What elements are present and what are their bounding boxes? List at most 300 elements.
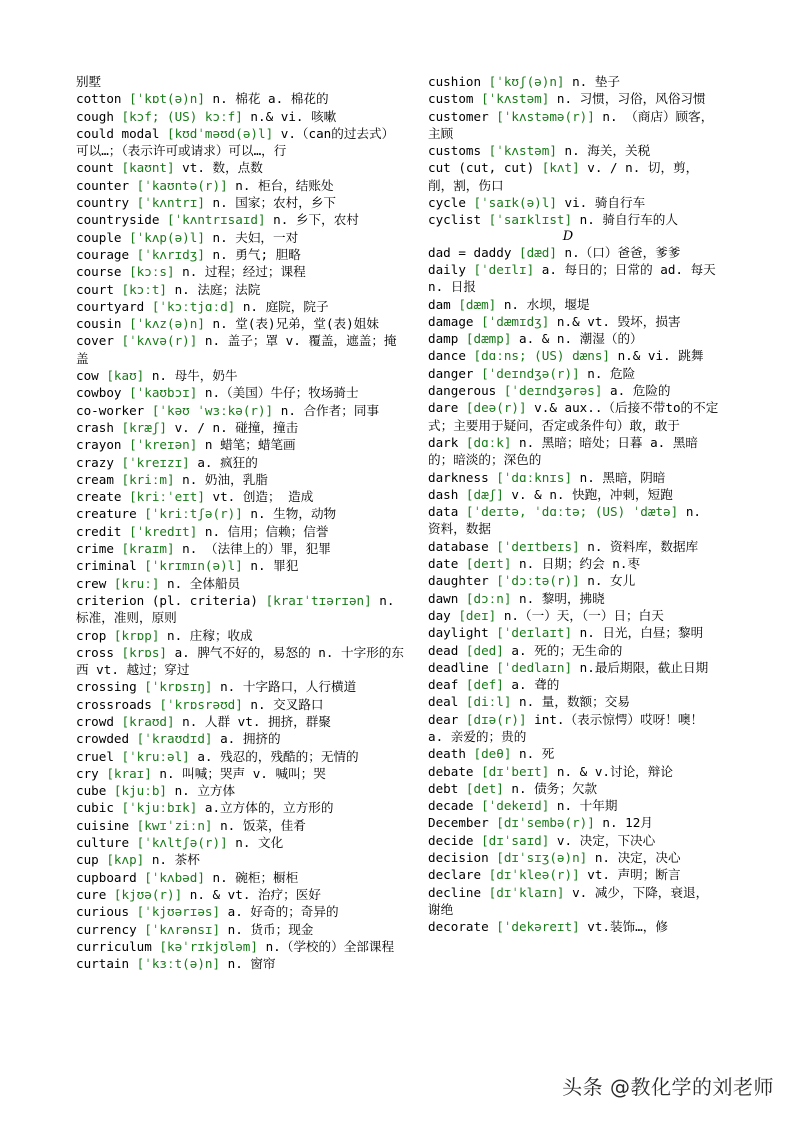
entry-word: damage xyxy=(428,313,482,329)
entry-definition: vt.装饰…，修 xyxy=(579,919,668,935)
vocab-entry xyxy=(428,538,720,555)
vocab-entry xyxy=(76,402,406,419)
entry-definition: n. 碗柜；橱柜 xyxy=(204,869,299,885)
vocab-entry xyxy=(428,365,720,382)
vocab-entry xyxy=(428,884,720,919)
vocab-entry xyxy=(76,471,406,488)
entry-definition: v.& aux..（后接不带to的不定式；主要用于疑问，否定或条件句）敢，敢于 xyxy=(428,400,719,433)
entry-word: cube xyxy=(76,783,114,799)
vocab-entry xyxy=(428,780,720,797)
vocab-entry xyxy=(76,505,406,522)
entry-definition: n.（学校的）全部课程 xyxy=(257,938,395,954)
entry-phonetic: [ˈkredɪt] xyxy=(129,523,198,539)
entry-phonetic: [deə(r)] xyxy=(465,400,527,416)
vocab-entry xyxy=(428,676,720,693)
entry-phonetic: [ˈdedlaɪn] xyxy=(496,659,573,675)
entry-phonetic: [kɔːs] xyxy=(129,264,175,280)
entry-word: customs xyxy=(428,143,489,159)
entry-phonetic: [deɪt] xyxy=(465,556,512,572)
vocab-entry xyxy=(428,108,720,143)
entry-word: dam xyxy=(428,296,459,312)
entry-word: dawn xyxy=(428,590,466,606)
vocab-entry xyxy=(428,469,720,486)
entry-phonetic: [ˈkjuːbɪk] xyxy=(121,800,198,816)
vocab-entry xyxy=(76,488,406,505)
vocab-entry xyxy=(428,296,720,313)
vocab-entry xyxy=(428,503,720,538)
entry-phonetic: [ˈkɜːt(ə)n] xyxy=(136,956,221,972)
entry-phonetic: [ˈdæmɪdʒ] xyxy=(481,313,550,329)
entry-definition: vt. 声明；断言 xyxy=(579,867,681,883)
entry-definition: n. 国家；农村，乡下 xyxy=(204,195,337,211)
vocab-entry xyxy=(76,644,406,679)
entry-word: curtain xyxy=(76,956,137,972)
entry-word: dead xyxy=(428,642,466,658)
entry-word: counter xyxy=(76,177,137,193)
entry-definition: n. 立方体 xyxy=(167,783,236,799)
entry-word: culture xyxy=(76,835,137,851)
entry-phonetic: [ˈkruːəl] xyxy=(121,748,190,764)
vocab-entry xyxy=(76,592,406,627)
entry-phonetic: [ˈkrɒsɪŋ] xyxy=(144,679,213,695)
entry-definition: v. 减少，下降，衰退，谢绝 xyxy=(428,884,709,917)
entry-definition: n. 标准，准则，原则 xyxy=(76,592,395,626)
entry-phonetic: [kjuːb] xyxy=(113,783,167,799)
entry-word: count xyxy=(76,160,122,176)
entry-word: crash xyxy=(76,419,122,435)
entry-definition: n.& vt. 毁坏，损害 xyxy=(549,313,681,329)
entry-definition: n. 勇气; 胆略 xyxy=(204,246,301,262)
entry-word: 别墅 xyxy=(76,74,102,89)
vocab-entry xyxy=(428,382,720,399)
entry-phonetic: [ˈkəʊ ˈwɜːkə(r)] xyxy=(151,402,274,418)
entry-phonetic: [ˈkʌstəm] xyxy=(481,91,550,107)
entry-word: crowded xyxy=(76,731,137,747)
left-column xyxy=(76,73,406,972)
entry-phonetic: [kruː] xyxy=(113,575,160,591)
entry-phonetic: [ˈkrɪmɪn(ə)l] xyxy=(144,558,243,574)
vocab-entry xyxy=(76,108,406,125)
entry-definition: n.& vi. 跳舞 xyxy=(609,348,704,364)
entry-phonetic: [det] xyxy=(465,780,504,796)
entry-phonetic: [krɒp] xyxy=(113,627,160,643)
entry-word: cupboard xyxy=(76,869,145,885)
entry-word: credit xyxy=(76,523,130,539)
entry-phonetic: [ˈkʌvə(r)] xyxy=(121,333,198,349)
entry-phonetic: [kraɪ] xyxy=(106,765,152,781)
entry-definition: a. 危险的 xyxy=(602,383,671,399)
entry-word: countryside xyxy=(76,212,167,228)
entry-phonetic: [ˈdeɪndʒə(r)] xyxy=(481,365,580,381)
entry-word: cream xyxy=(76,471,122,487)
entry-definition: n. 日期；约会 n.枣 xyxy=(511,556,641,572)
entry-word: course xyxy=(76,264,130,280)
entry-definition: n. 垫子 xyxy=(564,74,621,89)
entry-word: cup xyxy=(76,852,107,868)
entry-word: dark xyxy=(428,434,466,450)
entry-definition: n. 决定，决心 xyxy=(587,850,681,866)
vocab-entry xyxy=(76,419,406,436)
entry-phonetic: [dɪˈklaɪn] xyxy=(488,884,565,900)
vocab-entry xyxy=(428,73,720,90)
entry-definition: v. / n. 切，剪，削，割，伤口 xyxy=(428,160,699,193)
entry-word: crayon xyxy=(76,437,130,453)
entry-phonetic: [dæm] xyxy=(458,296,497,312)
entry-word: cousin xyxy=(76,316,130,332)
entry-word: crew xyxy=(76,575,114,591)
entry-definition: n. 骑自行车的人 xyxy=(572,212,678,228)
vocab-entry xyxy=(428,918,720,935)
entry-definition: a. & n. 潮湿（的） xyxy=(511,331,643,347)
entry-word: co-worker xyxy=(76,402,152,418)
entry-word: create xyxy=(76,489,130,505)
entry-phonetic: [ded] xyxy=(465,642,504,658)
entry-phonetic: [dɑːns; (US) dæns] xyxy=(473,348,610,364)
vocab-entry xyxy=(76,367,406,384)
entry-definition: n. 茶杯 xyxy=(144,852,200,868)
entry-phonetic: [kriːm] xyxy=(121,471,175,487)
vocab-entry xyxy=(76,384,406,401)
entry-definition: n. 法庭；法院 xyxy=(167,281,261,297)
entry-definition: n. 窗帘 xyxy=(220,956,276,972)
entry-definition: v. 决定，下决心 xyxy=(549,832,656,848)
entry-phonetic: [kaʊ] xyxy=(106,368,145,384)
vocab-entry xyxy=(76,886,406,903)
entry-phonetic: [ˈkrɒsrəʊd] xyxy=(159,696,243,712)
vocab-entry xyxy=(428,642,720,659)
entry-definition: vt. 数，点数 xyxy=(174,160,263,176)
entry-word: country xyxy=(76,195,137,211)
entry-definition: a. 脾气不好的，易怒的 n. 十字形的东西 vt. 越过；穿过 xyxy=(76,644,404,678)
entry-definition: n.& vi. 咳嗽 xyxy=(242,108,337,124)
entry-definition: a.立方体的，立方形的 xyxy=(197,800,334,816)
entry-word: dance xyxy=(428,348,474,364)
entry-word: debate xyxy=(428,763,482,779)
vocab-entry xyxy=(428,555,720,572)
entry-phonetic: [ˈkriːtʃə(r)] xyxy=(144,506,243,522)
vocab-entry xyxy=(76,678,406,695)
vocab-entry xyxy=(428,624,720,641)
vocab-entry xyxy=(76,696,406,713)
entry-phonetic: [dɪˈbeɪt] xyxy=(481,763,550,779)
vocab-entry xyxy=(76,194,406,211)
vocab-entry xyxy=(76,436,406,453)
vocab-entry xyxy=(428,832,720,849)
vocab-entry xyxy=(76,229,406,246)
entry-phonetic: [dɪˈsaɪd] xyxy=(481,832,550,848)
entry-phonetic: [krɒs] xyxy=(121,644,167,660)
vocab-entry xyxy=(428,693,720,710)
entry-phonetic: [ˈdekeɪd] xyxy=(481,798,550,814)
entry-definition: n. 生物，动物 xyxy=(242,506,337,522)
vocab-entry xyxy=(428,347,720,364)
entry-definition: a. 疯狂的 xyxy=(189,454,258,470)
entry-word: data xyxy=(428,504,466,520)
entry-phonetic: [ˈkʌstəm] xyxy=(488,143,557,159)
entry-word: criterion (pl. criteria) xyxy=(76,592,266,608)
entry-phonetic: [kraɪˈtɪərɪən] xyxy=(265,592,372,608)
entry-phonetic: [kʊdˈməʊd(ə)l] xyxy=(167,125,274,141)
entry-definition: n. 危险 xyxy=(579,365,636,381)
entry-definition: n. （商店）顾客，主顾 xyxy=(428,108,714,141)
watermark-text: 头条 @教化学的刘老师 xyxy=(562,1075,774,1099)
entry-word: cotton xyxy=(76,91,130,107)
entry-phonetic: [ˈkɔːtjɑːd] xyxy=(151,298,236,314)
entry-phonetic: [ˈdeɪtbeɪs] xyxy=(496,538,580,554)
entry-definition: n.最后期限，截止日期 xyxy=(572,659,709,675)
entry-word: curious xyxy=(76,904,137,920)
entry-word: cubic xyxy=(76,800,122,816)
entry-phonetic: [deθ] xyxy=(473,746,512,762)
vocab-entry xyxy=(76,177,406,194)
entry-definition: n. 信用；信赖；信誉 xyxy=(197,523,329,539)
vocab-entry xyxy=(428,159,720,194)
entry-phonetic: [kaʊnt] xyxy=(121,160,175,176)
entry-phonetic: [ˈdeɪtə, ˈdɑːtə; (US) ˈdætə] xyxy=(465,504,679,520)
entry-word: declare xyxy=(428,867,489,883)
right-column xyxy=(428,73,720,936)
entry-phonetic: [kəˈrɪkjʊləm] xyxy=(159,938,258,954)
entry-word: daughter xyxy=(428,573,497,589)
entry-definition: n. 罪犯 xyxy=(242,558,299,574)
vocab-entry xyxy=(76,298,406,315)
entry-definition: a. 每日的；日常的 ad. 每天 n. 日报 xyxy=(428,261,716,295)
entry-word: dad = daddy xyxy=(428,244,519,260)
vocab-entry xyxy=(76,281,406,298)
entry-word: crossroads xyxy=(76,696,160,712)
entry-word: custom xyxy=(428,91,482,107)
entry-phonetic: [kwɪˈziːn] xyxy=(136,817,213,833)
vocab-entry xyxy=(76,903,406,920)
vocab-entry xyxy=(428,313,720,330)
entry-word: daylight xyxy=(428,625,497,641)
vocab-entry xyxy=(428,607,720,624)
entry-definition: n. 水坝，堰堤 xyxy=(496,296,590,312)
entry-phonetic: [ˈdeɪlɪ] xyxy=(473,261,535,277)
entry-word: crop xyxy=(76,627,114,643)
vocab-entry xyxy=(428,211,720,228)
entry-word: crossing xyxy=(76,679,145,695)
vocab-entry xyxy=(428,330,720,347)
entry-word: decide xyxy=(428,832,482,848)
vocab-entry xyxy=(76,246,406,263)
vocab-entry xyxy=(76,851,406,868)
entry-phonetic: [deɪ] xyxy=(458,607,497,623)
vocab-entry xyxy=(76,523,406,540)
vocab-entry xyxy=(76,782,406,799)
entry-definition: n. 日光，白昼；黎明 xyxy=(572,625,704,641)
vocab-entry xyxy=(428,142,720,159)
vocab-entry xyxy=(76,938,406,955)
entry-definition: n. 十年期 xyxy=(549,798,618,814)
entry-word: criminal xyxy=(76,558,145,574)
entry-word: cover xyxy=(76,333,122,349)
entry-definition: n. 死 xyxy=(511,746,555,762)
entry-definition: n. 资料，数据 xyxy=(428,504,701,537)
entry-definition: n. 习惯，习俗，风俗习惯 xyxy=(549,91,706,107)
vocab-entry xyxy=(76,834,406,851)
entry-definition: n. 债务；欠款 xyxy=(503,780,598,796)
entry-phonetic: [kraʊd] xyxy=(121,713,175,729)
vocab-entry xyxy=(428,261,720,296)
entry-word: courtyard xyxy=(76,298,152,314)
vocab-entry xyxy=(76,159,406,176)
vocab-entry xyxy=(428,434,720,469)
entry-definition: n. & v.讨论，辩论 xyxy=(549,763,673,779)
entry-phonetic: [ˈkʌp(ə)l] xyxy=(129,229,205,245)
entry-definition: a. 好奇的；奇异的 xyxy=(220,904,339,920)
entry-definition: n. 盖子；罩 v. 覆盖，遮盖；掩盖 xyxy=(76,333,397,366)
entry-word: deadline xyxy=(428,659,497,675)
vocab-entry xyxy=(76,713,406,730)
vocab-entry xyxy=(76,332,406,367)
entry-phonetic: [dæʃ] xyxy=(465,486,504,502)
entry-definition: v. & n. 快跑，冲刺，短跑 xyxy=(503,486,673,502)
vocab-entry xyxy=(76,817,406,834)
entry-phonetic: [ˈkʌntrɪsaɪd] xyxy=(167,212,266,228)
section-letter: D xyxy=(562,228,574,244)
vocab-entry xyxy=(76,90,406,107)
entry-definition: n. 柜台，结账处 xyxy=(227,177,334,193)
entry-phonetic: [kjʊə(r)] xyxy=(113,886,183,902)
entry-definition: n. 过程；经过；课程 xyxy=(174,264,306,280)
entry-definition: n. 黎明，拂晓 xyxy=(511,590,605,606)
entry-definition: n.（美国）牛仔；牧场骑士 xyxy=(197,385,359,401)
entry-word: cross xyxy=(76,644,122,660)
entry-definition: n. 堂(表)兄弟，堂(表)姐妹 xyxy=(204,316,379,332)
vocab-entry xyxy=(76,799,406,816)
entry-phonetic: [dæd] xyxy=(519,244,557,260)
entry-definition: n. 海关，关税 xyxy=(556,143,651,159)
entry-definition: n. 夫妇，一对 xyxy=(204,229,299,245)
entry-definition: n. （法律上的）罪，犯罪 xyxy=(174,541,331,557)
entry-phonetic: [ˈkʌz(ə)n] xyxy=(129,316,205,332)
vocab-entry xyxy=(76,454,406,471)
vocab-entry xyxy=(76,557,406,574)
entry-definition: n. 资料库，数据库 xyxy=(579,538,699,554)
entry-phonetic: [ˈkaʊntə(r)] xyxy=(136,177,228,193)
entry-definition: a. 残忍的，残酷的；无情的 xyxy=(189,748,359,764)
entry-definition: n. 叫喊；哭声 v. 喊叫；哭 xyxy=(151,765,326,781)
entry-phonetic: [ˈkjʊərɪəs] xyxy=(136,904,221,920)
entry-word: cough xyxy=(76,108,122,124)
entry-definition: n. 棉花 a. 棉花的 xyxy=(204,91,329,107)
entry-word: court xyxy=(76,281,122,297)
entry-phonetic: [ˈkʌstəmə(r)] xyxy=(496,108,595,124)
entry-definition: n.（一）天，（一）日；白天 xyxy=(496,607,664,623)
entry-phonetic: [kʌp] xyxy=(106,852,145,868)
vocab-entry xyxy=(428,745,720,762)
entry-word: danger xyxy=(428,365,482,381)
entry-word: couple xyxy=(76,229,130,245)
entry-phonetic: [kraɪm] xyxy=(121,541,175,557)
vocab-entry xyxy=(428,244,720,261)
entry-definition: n. 人群 vt. 拥挤，群聚 xyxy=(174,713,331,729)
entry-phonetic: [ˈkaʊbɔɪ] xyxy=(129,385,198,401)
entry-definition: n 蜡笔；蜡笔画 xyxy=(197,437,296,453)
entry-definition: n. 庄稼；收成 xyxy=(159,627,253,643)
entry-word: cow xyxy=(76,368,107,384)
entry-definition: n. 货币；现金 xyxy=(220,921,314,937)
entry-phonetic: [dɪə(r)] xyxy=(465,711,527,727)
entry-word: daily xyxy=(428,261,474,277)
entry-phonetic: [dɪˈsɪʒ(ə)n] xyxy=(496,850,588,866)
vocab-entry xyxy=(428,814,720,831)
entry-word: deal xyxy=(428,694,466,710)
entry-phonetic: [ˈdɑːknɪs] xyxy=(496,469,573,485)
entry-word: deaf xyxy=(428,677,466,693)
entry-definition: a. 拥挤的 xyxy=(212,731,281,747)
entry-word: curriculum xyxy=(76,938,160,954)
entry-word: darkness xyxy=(428,469,497,485)
entry-phonetic: [ˈdeɪndʒərəs] xyxy=(503,383,603,399)
vocab-entry xyxy=(76,627,406,644)
entry-word: decorate xyxy=(428,919,497,935)
entry-phonetic: [dɑːk] xyxy=(465,434,512,450)
entry-definition: n. 黑暗，阴暗 xyxy=(572,469,666,485)
entry-word: dear xyxy=(428,711,466,727)
entry-phonetic: [ˈdekəreɪt] xyxy=(496,919,580,935)
entry-definition: n. 母牛，奶牛 xyxy=(144,368,238,384)
vocab-entry xyxy=(76,263,406,280)
vocab-entry xyxy=(76,748,406,765)
entry-word: date xyxy=(428,556,466,572)
vocab-entry xyxy=(76,211,406,228)
entry-word: cure xyxy=(76,886,114,902)
entry-definition: n. 交叉路口 xyxy=(242,696,324,712)
vocab-entry xyxy=(428,194,720,211)
entry-word: cruel xyxy=(76,748,122,764)
entry-definition: n.（口）爸爸，爹爹 xyxy=(556,244,681,260)
entry-definition: v. / n. 碰撞，撞击 xyxy=(167,419,299,435)
entry-word: cycle xyxy=(428,195,474,211)
vocab-entry xyxy=(76,125,406,160)
vocab-entry xyxy=(428,399,720,434)
entry-phonetic: [ˈkʊʃ(ə)n] xyxy=(488,74,565,89)
entry-definition: a. 死的；无生命的 xyxy=(503,642,623,658)
entry-word: cry xyxy=(76,765,107,781)
entry-phonetic: [dɪˈsembə(r)] xyxy=(496,815,595,831)
vocab-entry xyxy=(428,866,720,883)
vocab-entry xyxy=(76,540,406,557)
entry-definition: n. 12月 xyxy=(594,815,653,831)
entry-phonetic: [ˈkɒt(ə)n] xyxy=(129,91,205,107)
entry-phonetic: [kʌt] xyxy=(541,160,580,176)
entry-word: creature xyxy=(76,506,145,522)
entry-phonetic: [ˈkʌrɪdʒ] xyxy=(136,246,205,262)
vocab-entry xyxy=(428,590,720,607)
entry-word: cut (cut, cut) xyxy=(428,160,542,176)
vocab-entry xyxy=(76,575,406,592)
vocab-entry xyxy=(76,921,406,938)
entry-definition: n. 文化 xyxy=(227,835,284,851)
entry-definition: n. 庭院，院子 xyxy=(235,298,329,314)
entry-word: database xyxy=(428,538,497,554)
entry-phonetic: [ˈkʌrənsɪ] xyxy=(144,921,221,937)
entry-phonetic: [ˈkreɪən] xyxy=(129,437,198,453)
entry-definition: n. & vt. 治疗；医好 xyxy=(182,886,321,902)
entry-phonetic: [def] xyxy=(465,677,504,693)
entry-word: decline xyxy=(428,884,489,900)
entry-phonetic: [ˈkʌntrɪ] xyxy=(136,195,205,211)
entry-word: currency xyxy=(76,921,145,937)
entry-phonetic: [kɔf; (US) kɔːf] xyxy=(121,108,243,124)
entry-definition: v.（can的过去式）可以…；（表示许可或请求）可以…，行 xyxy=(76,125,395,159)
vocab-entry xyxy=(428,572,720,589)
entry-definition: n. 奶油，乳脂 xyxy=(174,471,268,487)
entry-word: December xyxy=(428,815,497,831)
entry-word: debt xyxy=(428,780,466,796)
